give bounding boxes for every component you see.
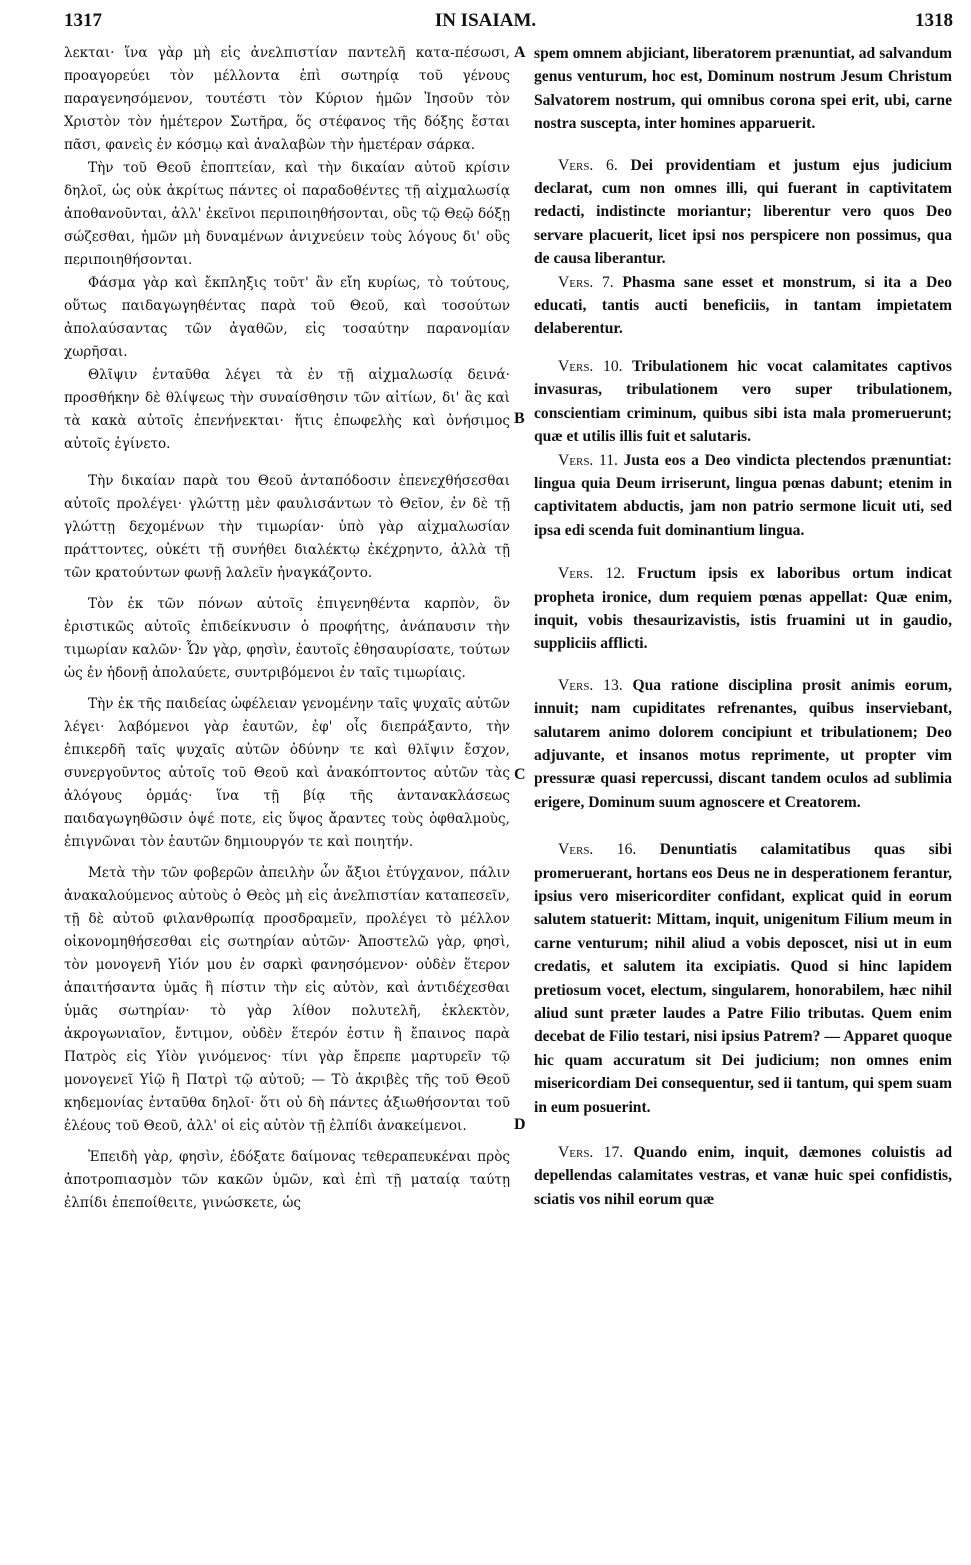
latin-paragraph	[534, 154, 952, 271]
greek-paragraph: Μετὰ τὴν τῶν φοβερῶν ἀπειλὴν ὧν ἄξιοι ἐτύγχανον, πάλιν ἀνακαλούμενος αὐτοὺς ὁ Θεὸς μὴ εἰς ἀνελπιστίαν καταπεσεῖν, τῇ δὲ αὐτοῦ φιλανθρωπίᾳ προσδραμεῖν, προλέγει τὸ μέλλον οἰκονομηθήσεσθαι εἰς σωτηρίαν αὐτῶν· Ἀποστελῶ γὰρ, φησὶ, τὸν μονογενῆ Υἱόν μου ἐν σαρκὶ φανησόμενον· οὐδὲν ἕτερον ἀπαιτήσαντα ὑμᾶς ἢ πίστιν τὴν εἰς αὐτὸν, καὶ ἀντιδέχεσθαι ὑμᾶς σωτηρίαν· τὸ γὰρ λίθον πολυτελῆ, ἐκλεκτὸν, ἀκρογωνιαῖον, ἔντιμον, οὐδὲν ἕτερόν ἐστιν ἢ ἔπαινος παρὰ Πατρὸς εἰς Υἱὸν γινόμενος· τίνι γὰρ ἔπρεπε μαρτυρεῖν τῷ μονογενεῖ Υἱῷ ἢ Πατρὶ τῷ αὐτοῦ; — Τὸ ἀκριβὲς τῆς τοῦ Θεοῦ κηδεμονίας ἐνταῦθα δηλοῖ· ὅτι οὐ δὴ πάντες ἀξιωθήσονται τοῦ ἐλέους τοῦ Θεοῦ, ἀλλ' οἱ εἰς αὐτὸν τῇ ἐλπίδι ἀνακείμενοι.	[64, 865, 510, 1134]
latin-column	[534, 42, 952, 1211]
latin-paragraph	[534, 674, 952, 814]
latin-paragraph	[534, 449, 952, 543]
latin-paragraph	[534, 562, 952, 656]
verse-number: Vers. 10.	[558, 357, 623, 375]
verse-number: Vers. 17.	[558, 1144, 624, 1162]
greek-paragraph: Φάσμα γὰρ καὶ ἔκπληξις τοῦτ' ἂν εἴη κυρίως, τὸ τούτους, οὕτως παιδαγωγηθέντας παρὰ τοῦ Θεοῦ, καὶ τοσούτων ἀπολαύσαντας τῶν ἀγαθῶν, εἰς τοσαύτην παρανομίαν χωρῆσαι.	[64, 275, 510, 360]
latin-paragraph	[534, 838, 952, 1119]
greek-paragraph: Τὸν ἐκ τῶν πόνων αὐτοῖς ἐπιγενηθέντα καρπὸν, ὃν ἐριστικῶς αὐτοῖς ἐπιδείκνυσιν ὁ προφήτης, ἀνάπαυσιν τὴν τιμωρίαν καλῶν· Ὧν γὰρ, φησὶν, ἐαυτοῖς ἐθησαυρίσατε, τούτων ὡς ἐν ἡδονῇ ἀπολαύετε, συντριβόμενοι ἐν ταῖς τιμωρίαις.	[64, 596, 510, 681]
verse-number: Vers. 13.	[558, 676, 623, 694]
verse-number: Vers. 11.	[558, 451, 618, 469]
greek-paragraph: Τὴν ἐκ τῆς παιδείας ὠφέλειαν γενομένην ταῖς ψυχαῖς αὐτῶν λέγει· λαβόμενοι γὰρ ἑαυτῶν, ἐφ' οἷς διεπράξαντο, τὴν ἐπικερδῆ ταῖς ψυχαῖς αὐτῶν ὀδύνην τε καὶ θλῖψιν ἔσχον, συνεργοῦντος αὐτοῖς τοῦ Θεοῦ καὶ ἀνακόπτοντος αὐτῶν τὰς ἀλόγους ὁρμάς· ἵνα τῇ βίᾳ τῆς ἀντανακλάσεως παιδαγωγηθῶσιν ὀψέ ποτε, εἰς ὕψος ἄραντες τοὺς ὀφθαλμοὺς, ἐπιγνῶναι τὸν ἑαυτῶν δημιουργόν τε καὶ ποιητήν.	[64, 696, 510, 850]
latin-paragraph	[534, 42, 952, 136]
latin-text: Denuntiatis calamitatibus quas sibi promeruerant, hortans eos Deus ne in desperationem ferantur, ipsius vero misericorditer confidant, explicat quid in eorum salutem statuerit: Mittam, inquit, unigenitum Filium meum in carne venturum; nihil aliud a vobis deposcet, nisi ut in eum credatis, et salutem ita excipiatis. Quod si hinc lapidem pretiosum vocet, electum, singularem, honorabilem, hæc nihil aliud sunt præter laudes a Patre Filio tributas. Quem enim decebat de Filio testari, nisi ipsius Patrem? — Apparet quoque hic quam accuratum sit Dei judicium; non omnes enim misericordiam Dei consequentur, sed ii tantum, qui spem suam in eum posuerint.	[534, 841, 952, 1116]
greek-paragraph: λεκται· ἵνα γὰρ μὴ εἰς ἀνελπιστίαν παντελῆ κατα-πέσωσι, προαγορεύει τὸν μέλλοντα ἐπὶ σωτηρίᾳ τοῦ γένους παραγενησόμενον, τουτέστι τὸν Κύριον ἡμῶν Ἰησοῦν τὸν Χριστὸν τὸν ἡμέτερον Σωτῆρα, ὅς στέφανος τῆς δόξης ἔσται πᾶσι, φανεὶς ἐν κόσμῳ καὶ ἀναλαβὼν τὴν ἡμετέραν σάρκα.	[64, 45, 510, 153]
left-page-number: 1317	[64, 10, 102, 31]
latin-text: Qua ratione disciplina prosit animis eorum, innuit; nam cupiditates refrenantes, quibus inserviebant, salutarem animo dolorem concipiunt et tribulationem; Deo adjuvante, et insanos motus reprimente, ut propter vim pressuræ quasi repercussi, discant tandem oculos ad sublimia erigere, Dominum suum agnoscere et Creatorem.	[534, 676, 952, 811]
latin-text: Tribulationem hic vocat calamitates captivos invasuras, tribulationem vero super tribulationem, conscientiam criminum, quibus sibi ista mala promeruerunt; quæ et utilis illis fuit et salutaris.	[534, 357, 952, 446]
greek-paragraph: Θλῖψιν ἐνταῦθα λέγει τὰ ἐν τῇ αἰχμαλωσίᾳ δεινά· προσθήκην δὲ θλίψεως τὴν συναίσθησιν τῶν αἰτίων, δι' ἃς καὶ τὰ κακὰ αὐτοῖς ἐπενήνεκται· ἥτις ἐπωφελὴς καὶ ὀνήσιμος αὐτοῖς ἐγίνετο.	[64, 367, 510, 452]
greek-column	[64, 42, 510, 1215]
latin-text: spem omnem abjiciant, liberatorem prænuntiat, ad salvandum genus venturum, hoc est, Dominum nostrum Jesum Christum Salvatorem nostrum, qui omnibus corona spei erit, ubi, carne nostra suscepta, inter homines apparuerit.	[534, 45, 952, 133]
verse-number: Vers. 7.	[558, 273, 614, 291]
running-title: IN ISAIAM.	[434, 10, 537, 31]
latin-paragraph	[534, 271, 952, 341]
verse-number: Vers. 16.	[558, 841, 637, 859]
latin-paragraph	[534, 1141, 952, 1211]
latin-paragraph	[534, 355, 952, 449]
margin-letter-d: D	[514, 1116, 526, 1133]
latin-text: Fructum ipsis ex laboribus ortum indicat propheta ironice, dum requiem pœnas appellat: Quæ enim, inquit, vobis thesaurizavistis, istis fruamini ut in gaudio, suppliciis afflicti.	[534, 565, 952, 653]
margin-letter-c: C	[514, 766, 526, 783]
verse-number: Vers. 12.	[558, 565, 626, 583]
margin-letter-b: B	[514, 410, 525, 427]
greek-paragraph: Τὴν τοῦ Θεοῦ ἐποπτείαν, καὶ τὴν δικαίαν αὐτοῦ κρίσιν δηλοῖ, ὡς οὐκ ἀκρίτως πάντες οἱ παραδοθέντες τῇ αἰχμαλωσίᾳ ἀποθανοῦνται, ἀλλ' ἐκεῖνοι περιποιηθήσονται, οὓς τῷ Θεῷ δόξῃ σώζεσθαι, ἡμῶν μὴ δυναμένων ἀνιχνεύειν τοὺς λόγους δι' οὓς περιποιηθήσονται.	[64, 160, 510, 268]
verse-number: Vers. 6.	[558, 156, 618, 174]
margin-letter-a: A	[514, 44, 526, 61]
greek-paragraph: Τὴν δικαίαν παρὰ του Θεοῦ ἀνταπόδοσιν ἐπενεχθήσεσθαι αὐτοῖς προλέγει· γλώττῃ μὲν φαυλισάντων τὸ Θεῖον, ἐν δὲ τῇ γλώττῃ δεχομένων τὴν τιμωρίαν· ὑπὸ γὰρ αἰχμαλωσίαν πράττοντες, οὐκέτι τῇ συνήθει διαλέκτῳ ἐκέχρηντο, ἀλλὰ τῇ τῶν κρατούντων φωνῇ λαλεῖν ἠναγκάζοντο.	[64, 473, 510, 581]
latin-text: Phasma sane esset et monstrum, si ita a Deo educati, tantis aucti beneficiis, in tantam impietatem delaberentur.	[534, 273, 952, 338]
right-page-number: 1318	[915, 10, 953, 31]
latin-text: Quando enim, inquit, dæmones coluistis ad depellendas calamitates vestras, et vanæ huic spei confidistis, sciatis vos nihil eorum quæ	[534, 1144, 952, 1208]
latin-text: Dei providentiam et justum ejus judicium declarat, cum non omnes illi, qui fuerant in captivitatem redacti, indistincte moriantur; liberentur vero quos Deo servare placuerit, licet ipsi nos perspicere non possimus, qua de causa liberantur.	[534, 156, 952, 268]
latin-text: Justa eos a Deo vindicta plectendos prænuntiat: lingua quia Deum irriserunt, lingua pœnas dabunt; etenim in captivitatem abductis, jam non patrio sermone licuit uti, sed ipsa edi scenda fuit dominantium lingua.	[534, 451, 953, 539]
greek-paragraph: Ἐπειδὴ γὰρ, φησὶν, ἐδόξατε δαίμονας τεθεραπευκέναι πρὸς ἀποτροπιασμὸν τῶν κακῶν ὑμῶν, καὶ ἐπὶ τῇ ματαίᾳ ταύτῃ ἐλπίδι ἐπεποίθειτε, γινώσκετε, ὡς	[64, 1149, 510, 1211]
page-header	[0, 10, 971, 34]
